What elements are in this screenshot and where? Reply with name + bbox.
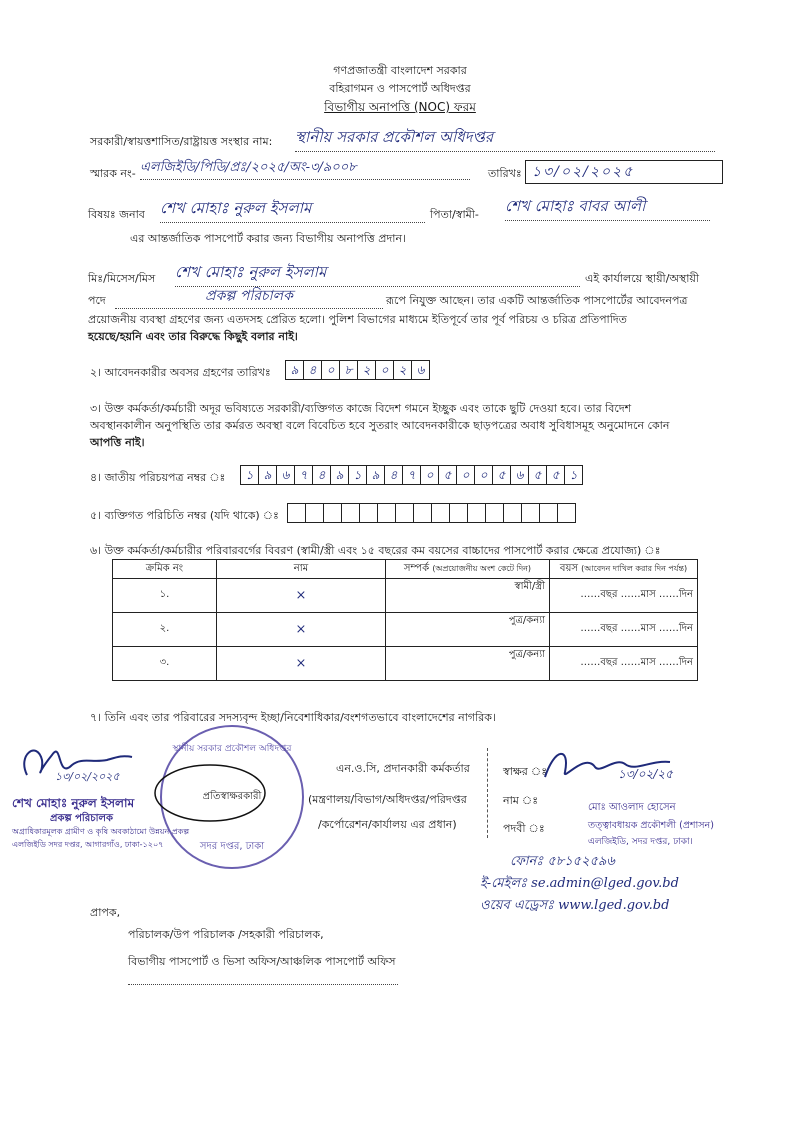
personal-id-box [341, 503, 360, 523]
personal-id-box [539, 503, 558, 523]
personal-id-box [467, 503, 486, 523]
family-serial: ২. [113, 613, 217, 647]
left-seal-addr: এলজিইডি সদর দপ্তর, আগারগাঁও, ঢাকা-১২০৭ [12, 840, 164, 849]
memo-date-label: তারিখঃ [488, 167, 522, 180]
retire-date-boxes [285, 360, 429, 380]
col-relation-note: (অপ্রয়োজনীয় অংশ কেটে দিন) [432, 563, 532, 573]
personal-id-box [323, 503, 342, 523]
item3-line3: আপত্তি নাই। [90, 436, 145, 449]
memo-number: এলজিইডি/পিডি/প্রঃ/২০২৫/অং-৩/৯০০৮ [140, 158, 470, 180]
family-table-header [113, 560, 698, 579]
retire-box: ২ [393, 360, 412, 380]
left-seal-desc: অগ্রাধিকারমূলক গ্রামীণ ও কৃষি অবকাঠামো উন্নয়ন প্রকল্প [12, 827, 190, 836]
subject-name: শেখ মোহাঃ নুরুল ইসলাম [160, 197, 425, 223]
retire-box: ৪ [303, 360, 322, 380]
personal-id-box [431, 503, 450, 523]
col-age-note: (আবেদন দাখিল করার দিন পর্যন্ত) [581, 563, 688, 573]
family-relation: স্বামী/স্ত্রী [386, 579, 550, 613]
retire-box: ০ [321, 360, 340, 380]
personal-id-label: ৫। ব্যক্তিগত পরিচিতি নম্বর (যদি থাকে) ঃ [90, 509, 279, 522]
para-line3: হয়েছে/হয়নি এবং তার বিরুদ্ধে কিছুই বলার নাই। [88, 330, 298, 343]
retire-box: ০ [375, 360, 394, 380]
nid-box: ৭ [294, 465, 313, 485]
center-line1: এন.ও.সি, প্রদানকারী কর্মকর্তার [336, 762, 470, 775]
family-name: × [217, 579, 386, 613]
para-rest1: রূপে নিযুক্ত আছেন। তার একটি আন্তর্জাতিক পাসপোর্টের আবেদনপত্র [386, 294, 688, 307]
stamp-bottom-text: সদর দপ্তর, ঢাকা [199, 841, 265, 852]
header-line1: গণপ্রজাতন্ত্রী বাংলাদেশ সরকার [333, 64, 467, 77]
nid-box: ৯ [258, 465, 277, 485]
divider [487, 748, 488, 838]
retire-box: ২ [357, 360, 376, 380]
nid-box: ০ [420, 465, 439, 485]
officer-sign-date: ১৩/০২/২৫ [618, 767, 673, 781]
center-line2: (মন্ত্রণালয়/বিভাগ/অধিদপ্তর/পরিদপ্তর [308, 793, 467, 806]
retire-box: ৬ [411, 360, 430, 380]
personal-id-box [557, 503, 576, 523]
retire-label: ২। আবেদনকারীর অবসর গ্রহণের তারিখঃ [90, 366, 271, 379]
form-title: বিভাগীয় অনাপত্তি (NOC) ফরম [324, 100, 476, 114]
personal-id-box [413, 503, 432, 523]
org-label: সরকারী/স্বায়ত্তশাসিত/রাষ্ট্রায়ত্ত সংস্থার নাম: [90, 135, 273, 148]
col-serial: ক্রমিক নং [113, 560, 217, 579]
col-age [550, 560, 698, 579]
col-name: নাম [217, 560, 386, 579]
mr-label: মিঃ/মিসেস/মিস [88, 272, 156, 285]
personal-id-box [377, 503, 396, 523]
nid-box: ৫ [528, 465, 547, 485]
para-line2: প্রয়োজনীয় ব্যবস্থা গ্রহণের জন্য এতদসহ প্রেরিত হলো। পুলিশ বিভাগের মাধ্যমে ইতিপূর্বে তার পূর্ব পরিচয় ও চরিত্র প্রতিপাদিত [88, 313, 627, 326]
item3-line1: ৩। উক্ত কর্মকর্তা/কর্মচারী অদূর ভবিষ্যতে সরকারী/ব্যক্তিগত কাজে বিদেশ গমনে ইচ্ছুক এবং তাকে ছুটি দেওয়া হবে। তার বিদেশ [90, 402, 632, 415]
family-name: × [217, 647, 386, 681]
family-serial: ৩. [113, 647, 217, 681]
father-name: শেখ মোহাঃ বাবর আলী [505, 195, 710, 221]
recipient-blank-line [128, 984, 398, 985]
recipient-line1: পরিচালক/উপ পরিচালক /সহকারী পরিচালক, [128, 928, 324, 941]
nid-box: ৯ [366, 465, 385, 485]
nid-box: ৫ [438, 465, 457, 485]
family-row [113, 647, 698, 681]
family-relation: পুত্র/কন্যা [386, 647, 550, 681]
family-age: ……বছর ……মাস ……দিন [550, 647, 698, 681]
family-relation: পুত্র/কন্যা [386, 613, 550, 647]
officer-desig-label: পদবী ঃ [503, 822, 545, 835]
nid-box: ৬ [510, 465, 529, 485]
left-seal-name: শেখ মোহাঃ নুরুল ইসলাম [12, 796, 135, 810]
nid-label: ৪। জাতীয় পরিচয়পত্র নম্বর ঃ [90, 471, 226, 484]
retire-box: ৯ [285, 360, 304, 380]
personal-id-box [359, 503, 378, 523]
subject-label: বিষয়ঃ জনাব [88, 208, 145, 221]
stamp-center-text: প্রতিস্বাক্ষরকারী [202, 791, 262, 802]
nid-box: ৫ [546, 465, 565, 485]
officer-office: এলজিইডি, সদর দপ্তর, ঢাকা। [588, 837, 693, 847]
col-relation [386, 560, 550, 579]
nid-box: ৯ [330, 465, 349, 485]
personal-id-box [287, 503, 306, 523]
father-label: পিতা/স্বামী- [430, 208, 479, 221]
post-value: প্রকল্প পরিচালক [115, 284, 383, 309]
left-seal-title: প্রকল্প পরিচালক [50, 813, 113, 824]
family-age: ……বছর ……মাস ……দিন [550, 579, 698, 613]
officer-web: ওয়েব এড্রেসঃ www.lged.gov.bd [480, 898, 670, 913]
nid-box: ৭ [402, 465, 421, 485]
recipient-label: প্রাপক, [90, 906, 121, 919]
officer-email: ই-মেইলঃ se.admin@lged.gov.bd [480, 876, 679, 891]
family-row [113, 613, 698, 647]
center-line3: /কর্পোরেশন/কার্যালয় এর প্রধান) [318, 818, 457, 831]
nid-box: ৫ [492, 465, 511, 485]
personal-id-box [503, 503, 522, 523]
nid-box: ১ [240, 465, 259, 485]
nid-box: ১ [348, 465, 367, 485]
col-relation-label: সম্পর্ক [403, 562, 430, 574]
family-table [112, 559, 698, 681]
stamp-overwrite-loop [145, 758, 275, 828]
person-name: শেখ মোহাঃ নুরুল ইসলাম [175, 261, 580, 287]
nid-box: ০ [474, 465, 493, 485]
family-age: ……বছর ……মাস ……দিন [550, 613, 698, 647]
memo-label: স্মারক নং- [90, 167, 136, 180]
personal-id-box [395, 503, 414, 523]
org-name: স্থানীয় সরকার প্রকৌশল অধিদপ্তর [295, 126, 715, 152]
recipient-line2: বিভাগীয় পাসপোর্ট ও ভিসা অফিস/আঞ্চলিক পাসপোর্ট অফিস [128, 955, 396, 968]
family-row [113, 579, 698, 613]
office-text: এই কার্যালয়ে স্থায়ী/অস্থায়ী [585, 272, 700, 285]
col-age-label: বয়স [559, 562, 578, 574]
officer-designation: তত্ত্বাবধায়ক প্রকৌশলী (প্রশাসন) [588, 820, 714, 831]
nid-box: ১ [564, 465, 583, 485]
personal-id-box [521, 503, 540, 523]
personal-id-box [485, 503, 504, 523]
officer-phone: ফোনঃ ৫৮১৫২৫৯৬ [510, 854, 615, 869]
subject-line2: এর আন্তর্জাতিক পাসপোর্ট করার জন্য বিভাগীয় অনাপত্তি প্রদান। [130, 232, 406, 245]
nid-box: ৪ [312, 465, 331, 485]
personal-id-box [449, 503, 468, 523]
nid-box: ৬ [276, 465, 295, 485]
officer-name-label: নাম ঃ [503, 794, 539, 807]
stamp-ring-text: স্থানীয় সরকার প্রকৌশল অধিদপ্তর [172, 744, 292, 754]
retire-box: ৮ [339, 360, 358, 380]
family-name: × [217, 613, 386, 647]
item3-line2: অবস্থানকালীন অনুপস্থিতি তার কর্মরত অবস্থা বলে বিবেচিত হবে সুতরাং আবেদনকারীকে ছাড়পত্রের অবাধ সুবিধাসমূহ অনুমোদনে কোন [90, 419, 670, 432]
post-label: পদে [88, 294, 106, 307]
family-label: ৬। উক্ত কর্মকর্তা/কর্মচারীর পরিবারবর্গের বিবরণ (স্বামী/স্ত্রী এবং ১৫ বছরের কম বয়সের বাচ্চাদের পাসপোর্ট করার ক্ষেত্রে প্রযোজ্য) ঃ [90, 544, 661, 557]
left-sign-date: ১৩/০২/২০২৫ [55, 770, 120, 783]
officer-sign-label: স্বাক্ষর ঃ [503, 765, 548, 778]
memo-date: ১৩/০২/২০২৫ [525, 160, 723, 184]
nid-box: ৪ [384, 465, 403, 485]
nid-boxes [240, 465, 582, 485]
personal-id-box [305, 503, 324, 523]
nid-box: ০ [456, 465, 475, 485]
family-serial: ১. [113, 579, 217, 613]
personal-id-boxes [287, 503, 575, 523]
item7: ৭। তিনি এবং তার পরিবারের সদস্যবৃন্দ ইচ্ছা/নিবেশাধিকার/বংশগতভাবে বাংলাদেশের নাগরিক। [90, 711, 496, 724]
header-line2: বহিরাগমন ও পাসপোর্ট অধিদপ্তর [329, 82, 471, 95]
officer-name: মোঃ আওলাদ হোসেন [588, 802, 676, 813]
